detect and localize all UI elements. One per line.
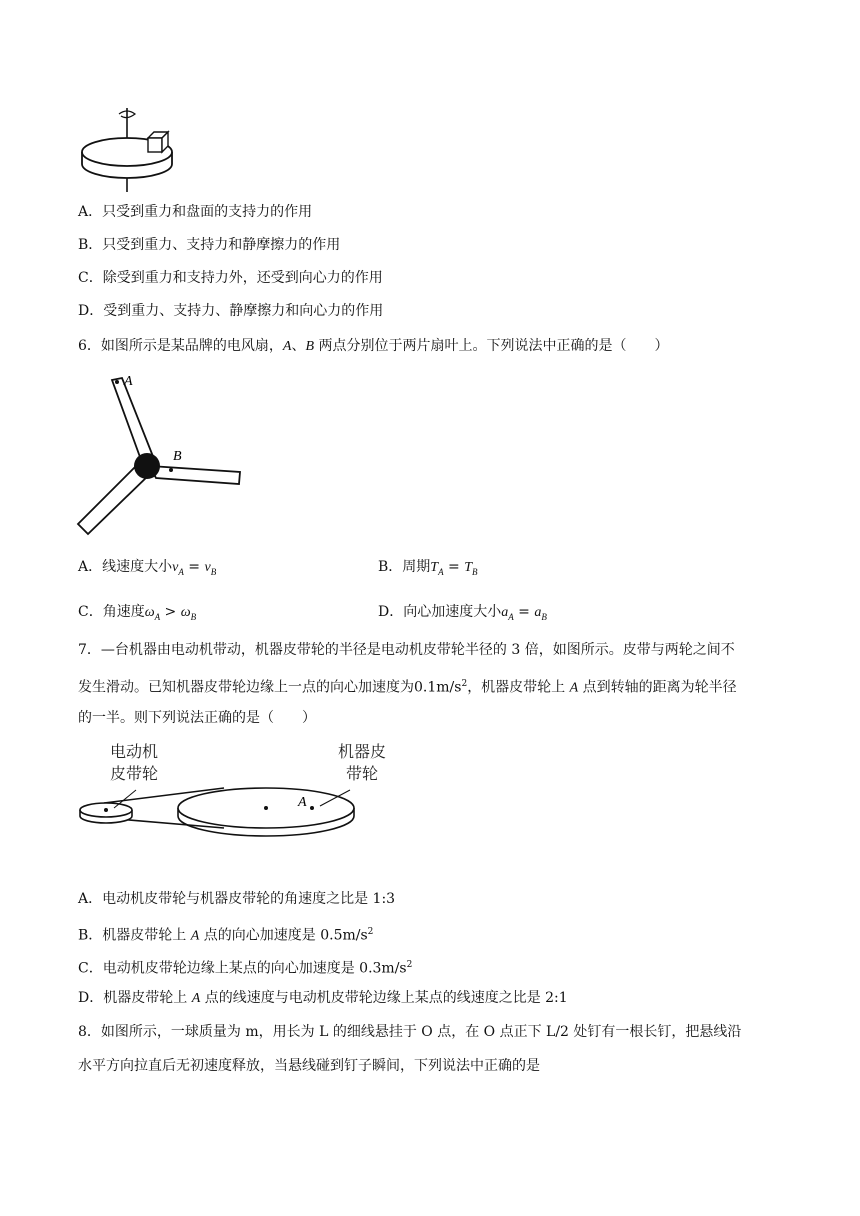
q6-option-a: A．线速度大小$v_A = v_B$ bbox=[78, 559, 217, 577]
turntable-figure bbox=[72, 100, 192, 195]
q5-option-d: D．受到重力、支持力、静摩擦力和向心力的作用 bbox=[78, 303, 384, 319]
fig-label-motor: 电动机 皮带轮 bbox=[109, 742, 158, 783]
fan-label-b: B bbox=[173, 449, 182, 464]
belt-label-a: A bbox=[298, 795, 307, 810]
belt-pulley-figure bbox=[74, 780, 364, 840]
q7-stem-line3: 的一半。则下列说法正确的是（ ） bbox=[78, 710, 316, 726]
q5-option-a: A．只受到重力和盘面的支持力的作用 bbox=[78, 204, 313, 220]
q6-option-c: C．角速度$\omega_A > \omega_B$ bbox=[78, 604, 197, 622]
q6-option-b: B．周期$T_A = T_B$ bbox=[378, 559, 478, 577]
q5-option-b: B．只受到重力、支持力和静摩擦力的作用 bbox=[78, 237, 341, 253]
q7-option-d: D．机器皮带轮上 A 点的线速度与电动机皮带轮边缘上某点的线速度之比是 2:1 bbox=[78, 990, 568, 1006]
q5-option-c: C．除受到重力和支持力外，还受到向心力的作用 bbox=[78, 270, 383, 286]
q8-stem-line2: 水平方向拉直后无初速度释放，当悬线碰到钉子瞬间，下列说法中正确的是 bbox=[78, 1058, 540, 1074]
q6-stem: 6．如图所示是某品牌的电风扇，A、B 两点分别位于两片扇叶上。下列说法中正确的是（ ） bbox=[78, 338, 669, 354]
q7-stem-line2: 发生滑动。已知机器皮带轮边缘上一点的向心加速度为$0.1m/s^2$，机器皮带轮上 A 点到转轴的距离为轮半径 bbox=[78, 679, 737, 696]
fan-figure bbox=[74, 368, 244, 540]
q7-option-b: B．机器皮带轮上 A 点的向心加速度是 $0.5m/s^2$ bbox=[78, 927, 374, 944]
q7-option-a: A．电动机皮带轮与机器皮带轮的角速度之比是 1:3 bbox=[78, 891, 396, 907]
q6-option-d: D．向心加速度大小$a_A = a_B$ bbox=[378, 604, 547, 622]
q8-stem-line1: 8．如图所示，一球质量为 m，用长为 L 的细线悬挂于 O 点，在 O 点正下 L/2 处钉有一根长钉，把悬线沿 bbox=[78, 1024, 742, 1040]
q7-stem-line1: 7．—台机器由电动机带动，机器皮带轮的半径是电动机皮带轮半径的 3 倍，如图所示。皮带与两轮之间不 bbox=[78, 642, 735, 658]
fig-label-machine: 机器皮 带轮 bbox=[337, 742, 386, 783]
q7-option-c: C．电动机皮带轮边缘上某点的向心加速度是 $0.3m/s^2$ bbox=[78, 960, 413, 977]
fan-label-a: A bbox=[124, 374, 133, 389]
